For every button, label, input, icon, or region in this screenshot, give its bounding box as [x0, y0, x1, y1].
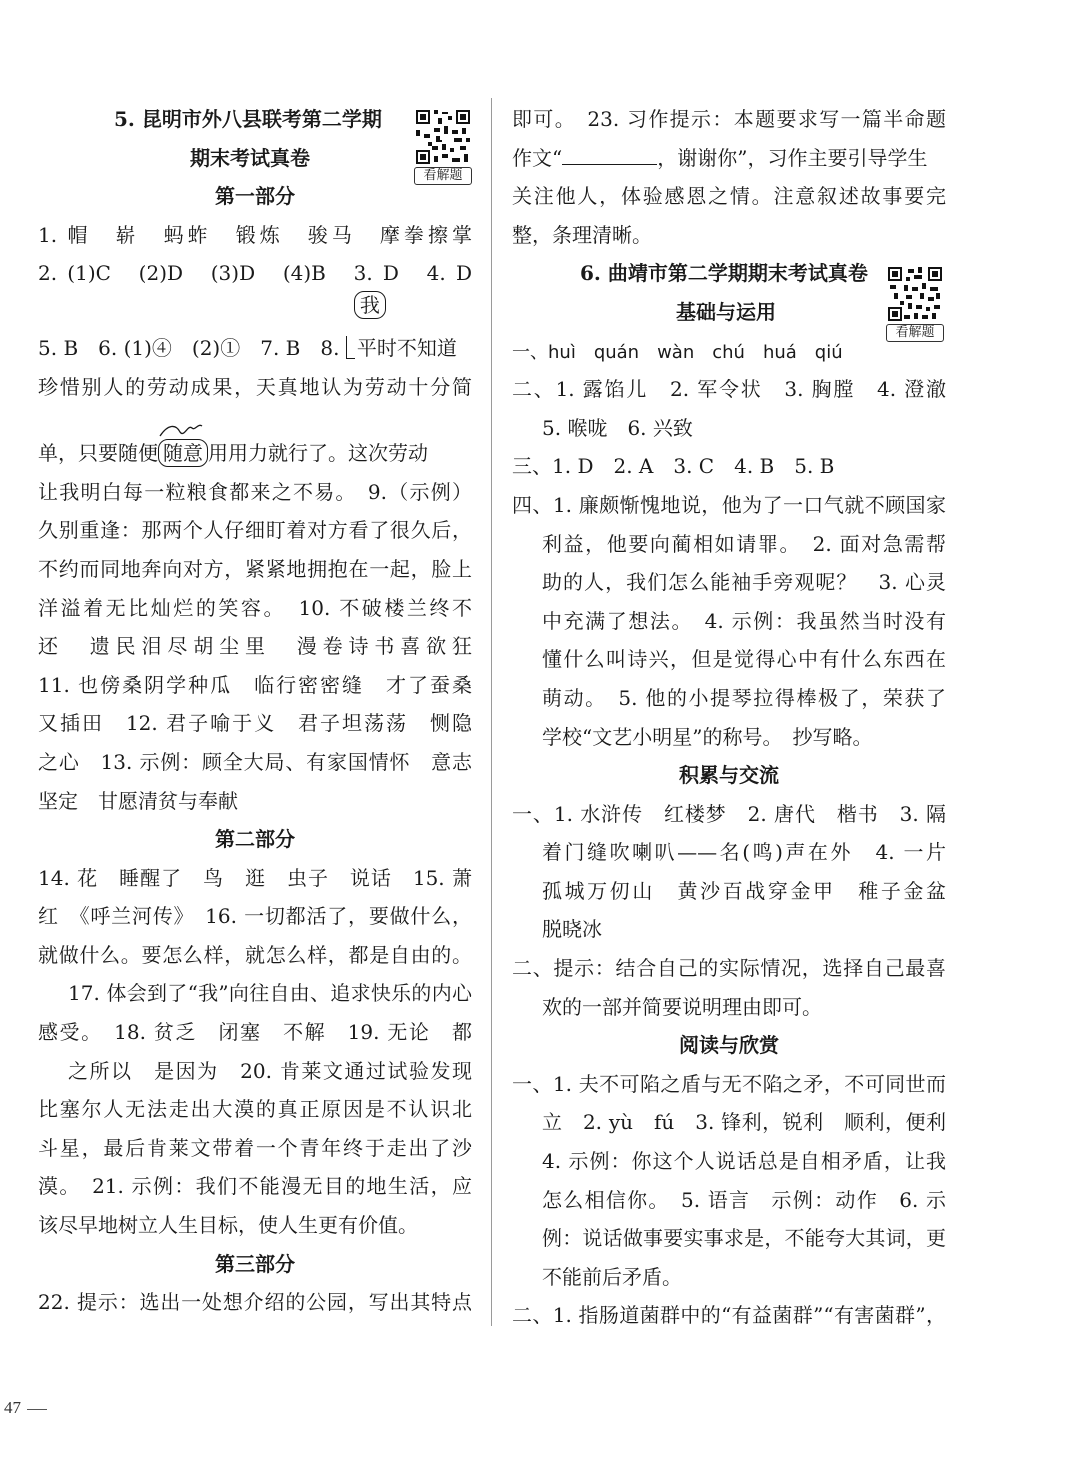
inserted-word: 我: [354, 291, 386, 319]
answer-line: 怎么相信你。 5. 语言 示例：动作 6. 示: [542, 1187, 946, 1212]
answer-line-blank: [512, 139, 946, 178]
pinyin-line: [512, 332, 946, 371]
answer-line: 还 遗民泪尽胡尘里 漫卷诗书喜欲狂: [38, 634, 472, 659]
answer-line: 一、1. 夫不可陷之盾与无不陷之矛，不可同世而: [512, 1071, 946, 1096]
answer-line: 22. 提示：选出一处想介绍的公园，写出其特点: [38, 1290, 472, 1315]
answer-line: 17. 体会到了“我”向往自由、追求快乐的内心: [68, 981, 472, 1006]
answer-line: 14. 花 睡醒了 鸟 逛 虫子 说话 15. 萧: [38, 865, 472, 890]
answer-line: 欢的一部并简要说明理由即可。: [542, 994, 822, 1019]
part3-heading: 第三部分: [215, 1251, 295, 1276]
answer-text: 作文“: [512, 145, 563, 170]
section-accum-heading: 积累与交流: [679, 763, 779, 788]
qr-label: 看解题: [886, 324, 944, 342]
answer-line: 孤城万仞山 黄沙百战穿金甲 稚子金盆: [542, 878, 946, 903]
exam5-title-line2: 期末考试真卷: [190, 145, 310, 170]
part1-heading: 第一部分: [215, 184, 295, 209]
answer-line: 一、1. 水浒传 红楼梦 2. 唐代 楷书 3. 隔: [512, 801, 946, 826]
answer-line: 漠。 21. 示例：我们不能漫无目的地生活，应: [38, 1174, 472, 1199]
answer-line: 就做什么。要怎么样，就怎么样，都是自由的。: [38, 942, 472, 967]
answer-line: 关注他人，体验感恩之情。注意叙述故事要完: [512, 184, 946, 209]
answer-line: 红 《呼兰河传》 16. 一切都活了，要做什么，: [38, 904, 472, 929]
answer-line: 感受。 18. 贫乏 闭塞 不解 19. 无论 都: [38, 1020, 472, 1045]
qr-code-right[interactable]: [886, 265, 946, 342]
answer-line: 比塞尔人无法走出大漠的真正原因是不认识北: [38, 1097, 472, 1122]
answer-line: 4. 示例：你这个人说话总是自相矛盾，让我: [542, 1149, 946, 1174]
answer-line: 洋溢着无比灿烂的笑容。 10. 不破楼兰终不: [38, 595, 472, 620]
delete-squiggle-icon: [158, 420, 206, 440]
answer-line: 久别重逢：那两个人仔细盯着对方看了很久后，: [38, 518, 472, 543]
answer-line: 之心 13. 示例：顾全大局、有家国情怀 意志: [38, 749, 472, 774]
left-column: [38, 100, 472, 1322]
part2-heading: 第二部分: [215, 827, 295, 852]
column-divider: [491, 98, 492, 1326]
answer-line: 二、1. 指肠道菌群中的“有益菌群”“有害菌群”，: [512, 1303, 946, 1328]
answer-line: 四、1. 廉颇惭愧地说，他为了一口气就不顾国家: [512, 492, 946, 517]
right-column: [512, 100, 946, 1335]
answer-line-8: [38, 292, 472, 368]
answer-text: ，谢谢你”，习作主要引导学生: [657, 145, 928, 170]
exam5-title-line1: 5. 昆明市外八县联考第二学期: [114, 107, 382, 131]
answer-line: 利益，他要向蔺相如请罪。 2. 面对急需帮: [542, 531, 946, 556]
page-footer: [4, 1398, 47, 1418]
pinyin-answers: 一、huì quán wàn chú huá qiú: [512, 341, 843, 363]
qr-code-left[interactable]: [414, 108, 474, 185]
answer-line: 整，条理清晰。: [512, 222, 652, 247]
answer-text: 用用力就行了。这次劳动: [208, 441, 428, 466]
answer-line: 该尽早地树立人生目标，使人生更有价值。: [38, 1213, 418, 1238]
caret-mark: [346, 336, 355, 359]
answer-line: 脱晓冰: [542, 917, 602, 942]
qr-code-icon: [414, 108, 472, 166]
answer-line: 懂什么叫诗兴，但是觉得心中有什么东西在: [542, 647, 946, 672]
answer-line: 中充满了想法。 4. 示例：我虽然当时没有: [542, 608, 946, 633]
answer-line: 助的人，我们怎么能袖手旁观呢？ 3. 心灵: [542, 570, 946, 595]
answer-line: 1. 帽 崭 蚂蚱 锻炼 骏马 摩拳擦掌: [38, 222, 472, 247]
answer-line: 珍惜别人的劳动成果，天真地认为劳动十分简: [38, 374, 472, 399]
answer-line: 11. 也傍桑阴学种瓜 临行密密缝 才了蚕桑: [38, 672, 472, 697]
answer-line: 例：说话做事要实事求是，不能夸大其词，更: [542, 1226, 946, 1251]
qr-code-icon: [886, 265, 944, 323]
answer-line: 让我明白每一粒粮食都来之不易。 9.（示例）: [38, 479, 472, 504]
answer-line: 又插田 12. 君子喻于义 君子坦荡荡 恻隐: [38, 711, 472, 736]
insertion-mark: [346, 292, 380, 368]
exam6-title: 6. 曲靖市第二学期期末考试真卷: [580, 261, 868, 286]
answer-text: 平时不知道: [356, 335, 457, 360]
answer-line-circled: [38, 434, 472, 473]
answer-line: 学校“文艺小明星”的称号。 抄写略。: [542, 724, 873, 749]
answer-line: 不约而同地奔向对方，紧紧地拥抱在一起，脸上: [38, 556, 472, 581]
answer-line: 萌动。 5. 他的小提琴拉得棒极了，荣获了: [542, 685, 946, 710]
answer-line: 二、1. 露馅儿 2. 军令状 3. 胸膛 4. 澄澈: [512, 377, 946, 402]
answer-line: 着门缝吹喇叭——名(鸣)声在外 4. 一片: [542, 840, 946, 865]
answer-line: 立 2. yù fú 3. 锋利，锐利 顺利，便利: [542, 1110, 946, 1135]
section-basic-heading: 基础与运用: [676, 299, 776, 324]
answer-line: 5. 喉咙 6. 兴致: [542, 415, 693, 440]
answer-line: 不能前后矛盾。: [542, 1264, 682, 1289]
circled-word: 随意: [158, 439, 208, 467]
fill-blank: [562, 144, 657, 165]
answer-line: 坚定 甘愿清贫与奉献: [38, 788, 238, 813]
answer-line: 2. (1)C (2)D (3)D (4)B 3. D 4. D: [38, 261, 472, 286]
answer-text: 5. B 6. (1)④ (2)① 7. B 8.: [38, 335, 340, 360]
answer-line: 之所以 是因为 20. 肯莱文通过试验发现: [68, 1058, 472, 1083]
answer-line: 斗星，最后肯莱文带着一个青年终于走出了沙: [38, 1135, 472, 1160]
qr-label: 看解题: [414, 167, 472, 185]
answer-line: 即可。 23. 习作提示：本题要求写一篇半命题: [512, 107, 946, 131]
answer-line: 三、1. D 2. A 3. C 4. B 5. B: [512, 454, 835, 479]
footer-dash: [27, 1409, 47, 1410]
page-number: 47: [4, 1398, 21, 1417]
answer-text: 单，只要随便: [38, 441, 158, 466]
section-read-heading: 阅读与欣赏: [679, 1033, 779, 1058]
answer-line: 二、提示：结合自己的实际情况，选择自己最喜: [512, 956, 946, 981]
